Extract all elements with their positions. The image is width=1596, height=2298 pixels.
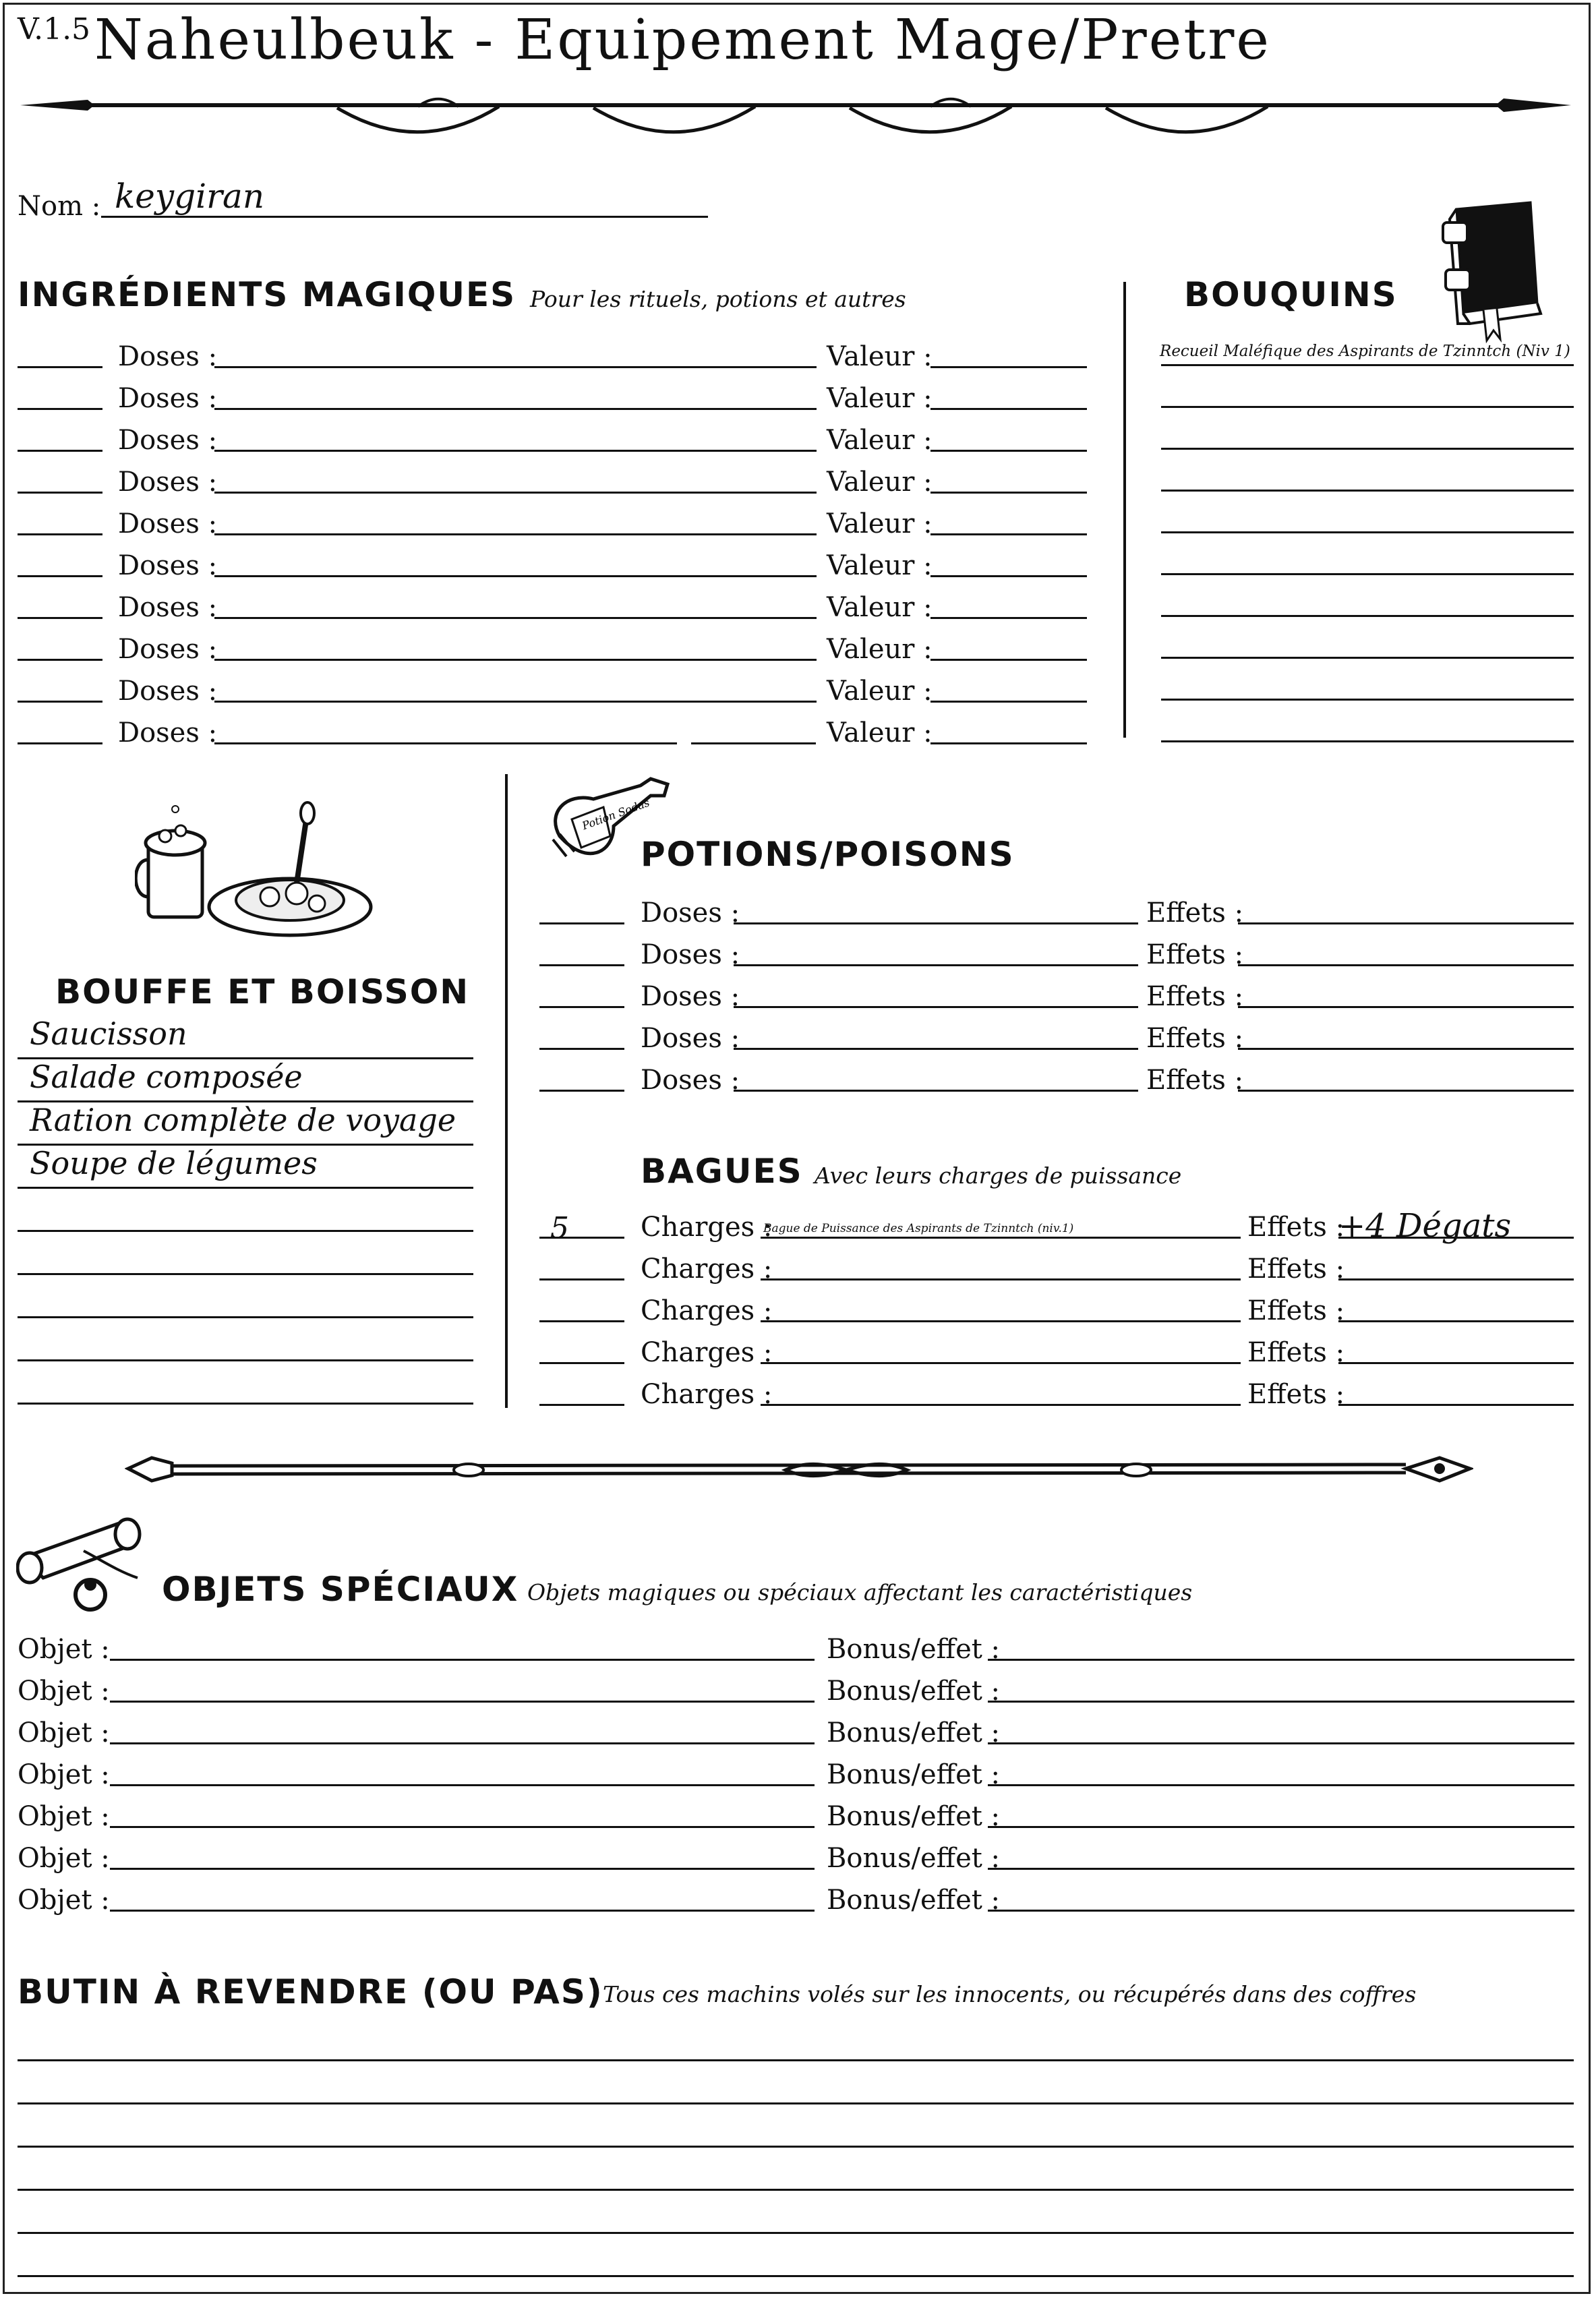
name-underline [101,216,708,218]
butin-line[interactable] [18,2102,1574,2104]
ingredient-valeur-field[interactable] [930,450,1087,452]
objet-field[interactable] [110,1701,815,1703]
ingredient-doses-label: Doses : [118,341,218,372]
bouquin-line[interactable] [1161,490,1574,492]
ingredient-valeur-field[interactable] [930,575,1087,577]
ingredient-valeur-label: Valeur : [827,634,933,665]
bouquin-line[interactable] [1161,740,1574,742]
ingredient-valeur-field[interactable] [930,533,1087,535]
ingredient-doses-label: Doses : [118,717,218,748]
potion-doses-label: Doses : [641,981,740,1012]
column-separator-top [1123,282,1126,738]
bouquin-line[interactable] [1161,615,1574,617]
butin-line[interactable] [18,2189,1574,2191]
bague-charges-field[interactable] [539,1362,624,1364]
potion-name-field[interactable] [734,964,1138,966]
butin-subtitle: Tous ces machins volés sur les innocents, ou récupérés dans des coffres [603,1981,1417,2007]
ingredient-qty-field[interactable] [18,492,102,494]
bagues-title: BAGUES [641,1152,803,1191]
potion-qty-field[interactable] [539,922,624,924]
potion-effets-field[interactable] [1238,1006,1574,1008]
ingredient-doses-label: Doses : [118,634,218,665]
butin-line[interactable] [18,2232,1574,2234]
objet-field[interactable] [110,1659,815,1661]
butin-title: BUTIN À REVENDRE (OU PAS) [18,1972,603,2011]
bague-name-field[interactable] [761,1362,1241,1364]
ingredient-name-field[interactable] [214,701,817,703]
potion-effets-label: Effets : [1146,897,1244,929]
objet-label: Objet : [18,1676,110,1707]
bouffe-line[interactable] [18,1403,473,1405]
bague-charges-label: Charges : [641,1337,773,1368]
name-label: Nom : [18,191,101,222]
ingredient-valeur-label: Valeur : [827,341,933,372]
ingredient-valeur-field[interactable] [930,659,1087,661]
objet-bonus-label: Bonus/effet : [827,1676,1001,1707]
objet-field[interactable] [110,1784,815,1786]
food-and-mug-icon [135,796,378,944]
potion-name-field[interactable] [734,1090,1138,1092]
bouquin-line[interactable] [1161,573,1574,575]
bague-effets-label: Effets : [1247,1295,1345,1326]
potion-doses-label: Doses : [641,1023,740,1054]
potion-effets-label: Effets : [1146,1023,1244,1054]
bague-effets-label: Effets : [1247,1379,1345,1410]
bague-name-field[interactable] [761,1278,1241,1280]
objet-label: Objet : [18,1717,110,1748]
potion-qty-field[interactable] [539,1006,624,1008]
ingredient-qty-field[interactable] [18,742,102,744]
potion-qty-field[interactable] [539,1090,624,1092]
bouffe-item[interactable]: Salade composée [30,1059,303,1095]
bague-name-1[interactable]: Bague de Puissance des Aspirants de Tzinntch (niv.1) [763,1222,1074,1235]
ingredient-valeur-label: Valeur : [827,592,933,623]
potion-effets-label: Effets : [1146,939,1244,970]
objet-bonus-field[interactable] [988,1826,1574,1828]
column-separator-mid [505,774,508,1408]
butin-line[interactable] [18,2275,1574,2277]
objet-field[interactable] [110,1826,815,1828]
ingredient-valeur-field[interactable] [930,366,1087,368]
potion-name-field[interactable] [734,1006,1138,1008]
bouquin-line[interactable] [1161,448,1574,450]
ingredient-extra-field[interactable] [691,742,816,744]
page-title: Naheulbeuk - Equipement Mage/Pretre [94,8,1271,72]
bouffe-line[interactable] [18,1273,473,1275]
objet-bonus-label: Bonus/effet : [827,1717,1001,1748]
ingredient-qty-field[interactable] [18,366,102,368]
ingredients-title: INGRÉDIENTS MAGIQUES [18,275,516,314]
ingredient-doses-label: Doses : [118,383,218,414]
bague-charges-label: Charges : [641,1254,773,1285]
potion-qty-field[interactable] [539,1048,624,1050]
ingredient-qty-field[interactable] [18,617,102,619]
potions-title: POTIONS/POISONS [641,835,1015,874]
bouquin-line[interactable] [1161,657,1574,659]
potion-doses-label: Doses : [641,1065,740,1096]
ingredient-valeur-label: Valeur : [827,676,933,707]
objet-label: Objet : [18,1634,110,1665]
ingredient-doses-label: Doses : [118,676,218,707]
bagues-subtitle: Avec leurs charges de puissance [815,1162,1182,1189]
objet-field[interactable] [110,1742,815,1744]
ingredient-doses-label: Doses : [118,467,218,498]
ingredient-valeur-label: Valeur : [827,425,933,456]
ingredient-name-field[interactable] [214,617,817,619]
ingredient-qty-field[interactable] [18,659,102,661]
bouffe-line[interactable] [18,1359,473,1361]
objet-field[interactable] [110,1910,815,1912]
ingredient-qty-field[interactable] [18,701,102,703]
objet-bonus-field[interactable] [988,1659,1574,1661]
ingredient-name-field[interactable] [214,533,817,535]
ingredient-doses-label: Doses : [118,425,218,456]
potion-bottle-label: Potion Sodas [580,796,651,833]
ingredient-name-field[interactable] [214,492,817,494]
bague-charges-field[interactable] [539,1404,624,1406]
bague-charges-label: Charges : [641,1295,773,1326]
bouffe-item[interactable]: Soupe de légumes [30,1145,318,1181]
bouffe-line[interactable] [18,1187,473,1189]
objet-bonus-label: Bonus/effet : [827,1885,1001,1916]
ingredient-name-field[interactable] [214,366,817,368]
bouquin-line[interactable] [1161,699,1574,701]
potion-effets-field[interactable] [1238,1090,1574,1092]
bouquin-line[interactable] [1161,531,1574,533]
scroll-and-ring-icon [16,1510,158,1618]
staff-divider [125,1443,1473,1497]
ingredient-valeur-label: Valeur : [827,550,933,581]
bague-charges-label: Charges : [641,1379,773,1410]
objet-bonus-label: Bonus/effet : [827,1759,1001,1790]
spear-divider-top [13,86,1578,147]
objet-label: Objet : [18,1843,110,1874]
potion-effets-field[interactable] [1238,1048,1574,1050]
bouffe-item[interactable]: Ration complète de voyage [30,1102,456,1138]
ingredient-doses-label: Doses : [118,550,218,581]
bague-name-field[interactable] [761,1320,1241,1322]
objet-bonus-field[interactable] [988,1910,1574,1912]
objet-bonus-label: Bonus/effet : [827,1634,1001,1665]
potion-name-field[interactable] [734,1048,1138,1050]
bouffe-title: BOUFFE ET BOISSON [55,972,470,1011]
bague-charges-field[interactable] [539,1278,624,1280]
ingredient-qty-field[interactable] [18,408,102,410]
bouffe-item[interactable]: Saucisson [30,1015,187,1052]
bague-effets-field[interactable] [1338,1404,1574,1406]
objet-bonus-label: Bonus/effet : [827,1801,1001,1832]
bague-name-field[interactable] [761,1404,1241,1406]
ingredient-valeur-label: Valeur : [827,467,933,498]
name-value[interactable]: keygiran [115,177,265,216]
ingredient-valeur-field[interactable] [930,742,1087,744]
bouffe-line[interactable] [18,1230,473,1232]
book-icon [1429,196,1551,344]
ingredient-valeur-label: Valeur : [827,508,933,539]
ingredient-name-field[interactable] [214,575,817,577]
ingredient-name-field[interactable] [214,659,817,661]
objet-label: Objet : [18,1759,110,1790]
objet-label: Objet : [18,1801,110,1832]
bague-effets-label: Effets : [1247,1337,1345,1368]
bague-effet-1[interactable]: +4 Dégats [1338,1207,1512,1245]
bague-charges-field[interactable] [539,1320,624,1322]
potion-name-field[interactable] [734,922,1138,924]
butin-line[interactable] [18,2146,1574,2148]
bouquin-line[interactable] [1161,406,1574,408]
ingredient-name-field[interactable] [214,450,817,452]
ingredient-name-field[interactable] [214,742,677,744]
ingredient-valeur-field[interactable] [930,617,1087,619]
bague-effets-field[interactable] [1338,1320,1574,1322]
ingredient-doses-label: Doses : [118,508,218,539]
ingredient-doses-label: Doses : [118,592,218,623]
potion-effets-label: Effets : [1146,981,1244,1012]
ingredients-subtitle: Pour les rituels, potions et autres [530,286,906,312]
objet-field[interactable] [110,1868,815,1870]
bague-charges-1[interactable]: 5 [550,1211,569,1245]
potion-doses-label: Doses : [641,897,740,929]
objet-bonus-field[interactable] [988,1784,1574,1786]
potion-effets-field[interactable] [1238,922,1574,924]
ingredient-valeur-field[interactable] [930,408,1087,410]
potion-qty-field[interactable] [539,964,624,966]
ingredient-qty-field[interactable] [18,450,102,452]
objet-bonus-label: Bonus/effet : [827,1843,1001,1874]
potion-effets-label: Effets : [1146,1065,1244,1096]
bague-name-field[interactable] [761,1237,1241,1239]
bague-charges-label: Charges : [641,1212,773,1243]
butin-line[interactable] [18,2059,1574,2061]
bouffe-line[interactable] [18,1316,473,1318]
bouquin-line[interactable] [1161,364,1574,366]
ingredient-valeur-field[interactable] [930,701,1087,703]
bague-effets-field[interactable] [1338,1278,1574,1280]
ingredient-valeur-label: Valeur : [827,717,933,748]
ingredient-name-field[interactable] [214,408,817,410]
objets-subtitle: Objets magiques ou spéciaux affectant les caractéristiques [527,1579,1193,1605]
ingredient-valeur-field[interactable] [930,492,1087,494]
bague-effets-label: Effets : [1247,1254,1345,1285]
ingredient-qty-field[interactable] [18,575,102,577]
ingredient-valeur-label: Valeur : [827,383,933,414]
potion-effets-field[interactable] [1238,964,1574,966]
potion-doses-label: Doses : [641,939,740,970]
bague-effets-label: Effets : [1247,1212,1345,1243]
bouquin-entry-1[interactable]: Recueil Maléfique des Aspirants de Tzinntch (Niv 1) [1160,343,1570,360]
version-label: V.1.5 [18,12,91,47]
objet-bonus-field[interactable] [988,1742,1574,1744]
objet-bonus-field[interactable] [988,1701,1574,1703]
objet-bonus-field[interactable] [988,1868,1574,1870]
bague-effets-field[interactable] [1338,1362,1574,1364]
objet-label: Objet : [18,1885,110,1916]
bouquins-title: BOUQUINS [1184,275,1398,314]
objets-title: OBJETS SPÉCIAUX [162,1570,519,1609]
ingredient-qty-field[interactable] [18,533,102,535]
